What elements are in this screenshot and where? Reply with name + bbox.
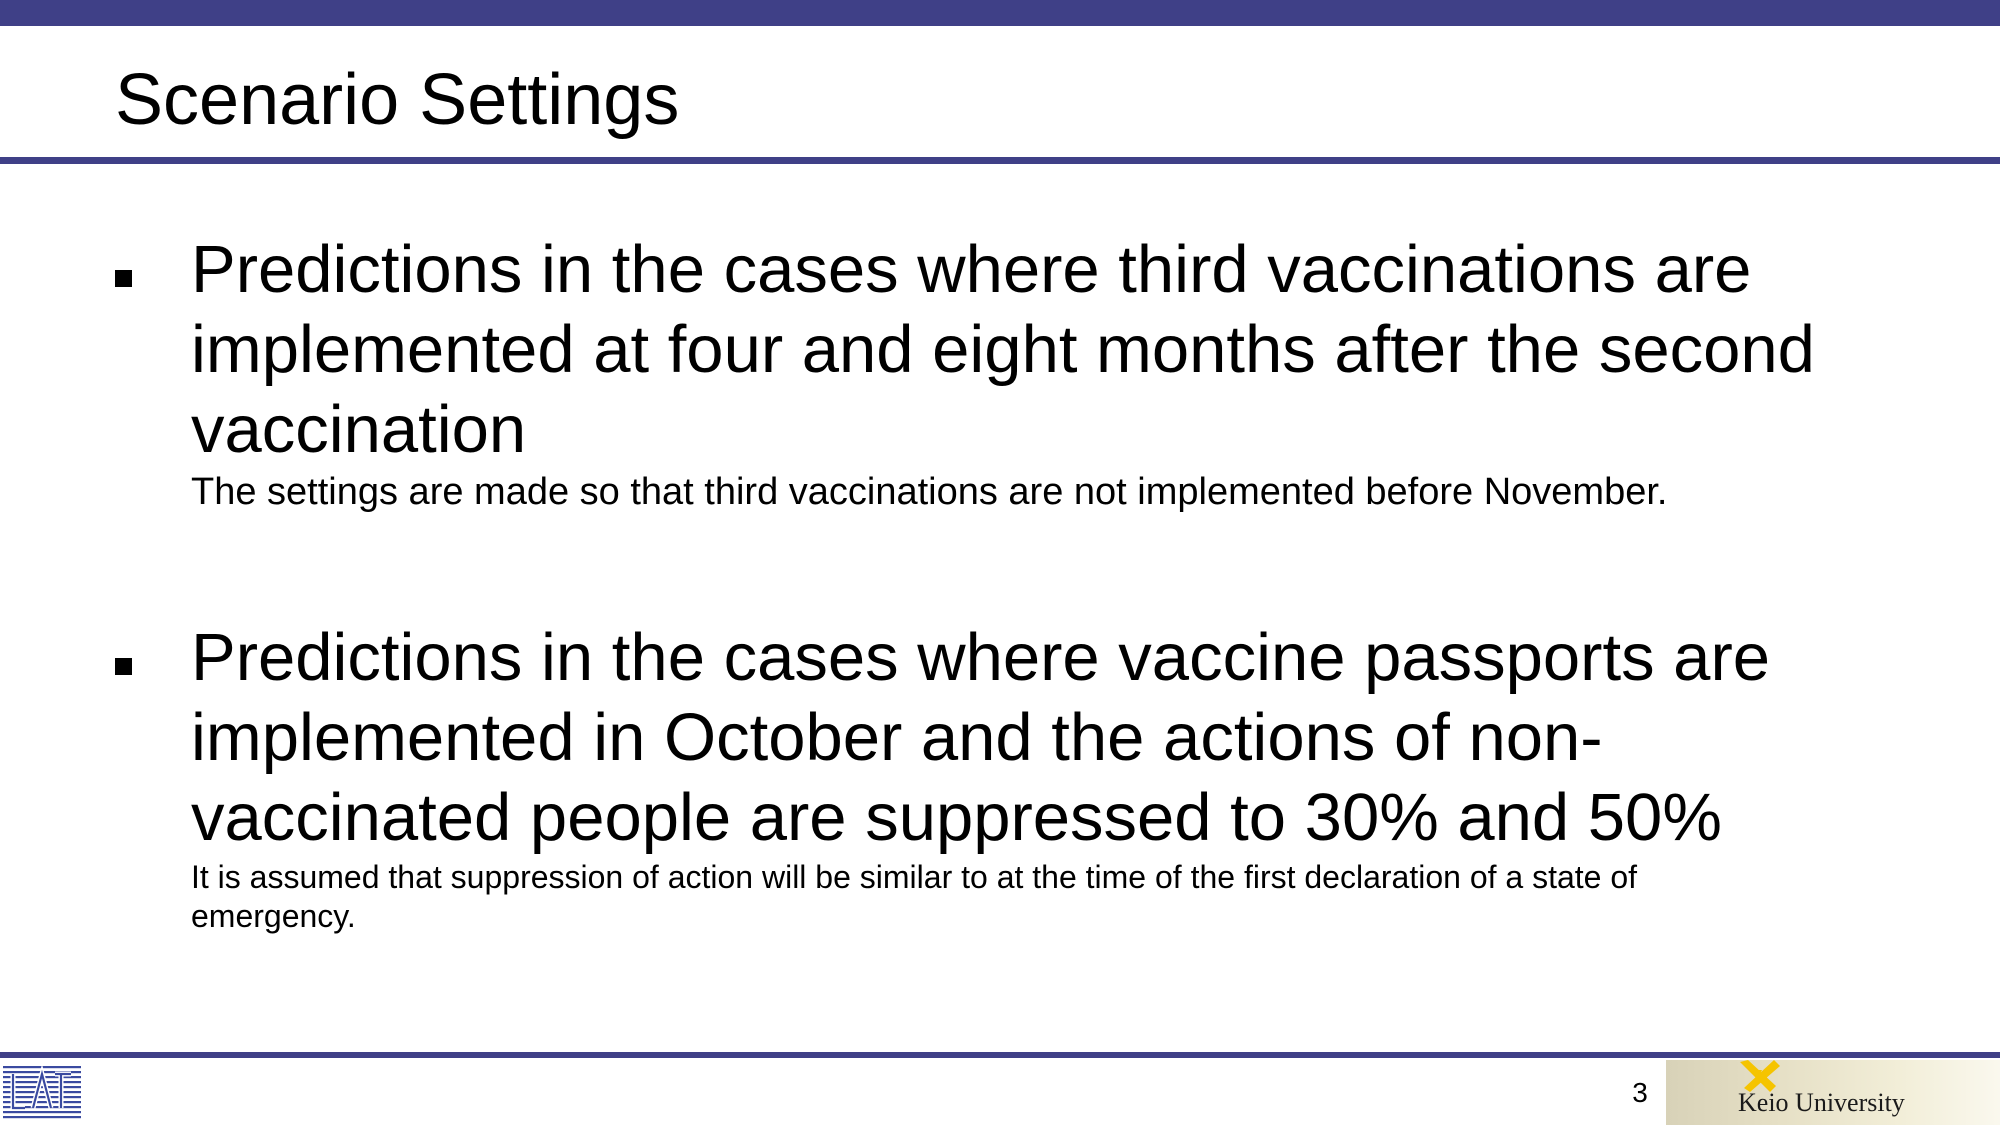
bullet-heading-line: implemented in October and the actions of non-	[191, 700, 1603, 775]
bullet-note-line: emergency.	[191, 898, 356, 934]
bullet-note-line: The settings are made so that third vaccinations are not implemented before November.	[191, 471, 1668, 513]
bullet-item-third-vaccination	[115, 230, 1975, 530]
bullet-heading-line: Predictions in the cases where third vaccinations are	[191, 232, 1752, 307]
page-number: 3	[1632, 1077, 1648, 1108]
keio-university-logo	[1666, 1060, 2000, 1125]
bullet-heading-line: implemented at four and eight months after the second	[191, 312, 1815, 387]
bullet-heading-line: vaccinated people are suppressed to 30% and 50%	[191, 780, 1722, 855]
bullet-square-icon	[115, 658, 132, 675]
top-accent-bar	[0, 0, 2000, 26]
bullet-note	[191, 472, 1791, 512]
footer-divider	[0, 1052, 2000, 1058]
bullet-heading	[191, 230, 1951, 470]
university-name: Keio University	[1738, 1088, 1905, 1117]
bullet-square-icon	[115, 270, 132, 287]
title-divider	[0, 157, 2000, 164]
bullet-note-line: It is assumed that suppression of action will be similar to at the time of the first declaration of a state of	[191, 859, 1638, 895]
bullet-item-vaccine-passports	[115, 618, 1975, 938]
slide-title: Scenario Settings	[115, 60, 680, 140]
bullet-note	[191, 858, 1791, 936]
bullet-heading	[191, 618, 1951, 858]
bullet-heading-line: vaccination	[191, 392, 527, 467]
lab-logo-icon	[3, 1060, 81, 1123]
bullet-heading-line: Predictions in the cases where vaccine passports are	[191, 620, 1771, 695]
